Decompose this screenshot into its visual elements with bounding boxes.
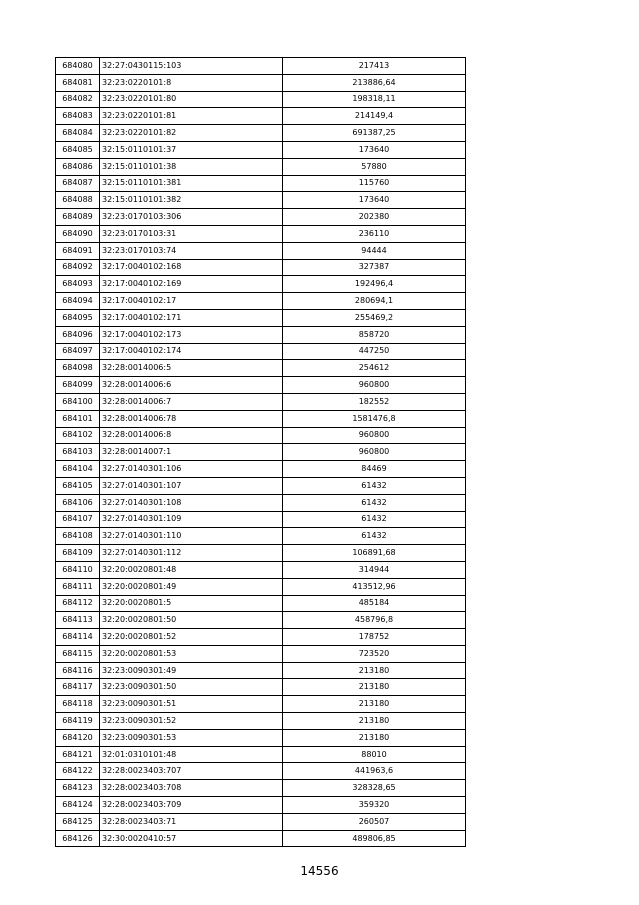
data-table xyxy=(55,57,466,847)
value-cell: 115760 xyxy=(283,175,466,192)
cadastral-number-cell: 32:23:0170103:74 xyxy=(100,242,283,259)
row-id-cell: 684105 xyxy=(56,477,100,494)
table-row xyxy=(56,679,466,696)
row-id-cell: 684100 xyxy=(56,393,100,410)
cadastral-number-cell: 32:28:0014006:6 xyxy=(100,377,283,394)
value-cell: 202380 xyxy=(283,209,466,226)
cadastral-number-cell: 32:17:0040102:17 xyxy=(100,293,283,310)
row-id-cell: 684104 xyxy=(56,461,100,478)
row-id-cell: 684118 xyxy=(56,696,100,713)
table-row xyxy=(56,477,466,494)
row-id-cell: 684109 xyxy=(56,545,100,562)
value-cell: 327387 xyxy=(283,259,466,276)
value-cell: 359320 xyxy=(283,797,466,814)
value-cell: 61432 xyxy=(283,477,466,494)
value-cell: 213180 xyxy=(283,729,466,746)
cadastral-number-cell: 32:28:0014006:78 xyxy=(100,410,283,427)
table-row xyxy=(56,242,466,259)
table-row xyxy=(56,377,466,394)
value-cell: 485184 xyxy=(283,595,466,612)
cadastral-number-cell: 32:28:0014006:5 xyxy=(100,360,283,377)
table-row xyxy=(56,830,466,847)
table-row xyxy=(56,74,466,91)
row-id-cell: 684124 xyxy=(56,797,100,814)
value-cell: 960800 xyxy=(283,444,466,461)
table-row xyxy=(56,343,466,360)
table-row xyxy=(56,209,466,226)
cadastral-number-cell: 32:20:0020801:48 xyxy=(100,561,283,578)
table-row xyxy=(56,427,466,444)
table-row xyxy=(56,410,466,427)
cadastral-number-cell: 32:27:0140301:108 xyxy=(100,494,283,511)
row-id-cell: 684090 xyxy=(56,225,100,242)
table-body xyxy=(56,58,466,847)
table-row xyxy=(56,158,466,175)
value-cell: 458796,8 xyxy=(283,612,466,629)
table-row xyxy=(56,629,466,646)
table-row xyxy=(56,91,466,108)
table-row xyxy=(56,175,466,192)
value-cell: 84469 xyxy=(283,461,466,478)
table-row xyxy=(56,813,466,830)
row-id-cell: 684095 xyxy=(56,309,100,326)
value-cell: 213180 xyxy=(283,679,466,696)
row-id-cell: 684110 xyxy=(56,561,100,578)
table-row xyxy=(56,494,466,511)
cadastral-number-cell: 32:15:0110101:381 xyxy=(100,175,283,192)
cadastral-number-cell: 32:28:0023403:71 xyxy=(100,813,283,830)
row-id-cell: 684082 xyxy=(56,91,100,108)
value-cell: 255469,2 xyxy=(283,309,466,326)
row-id-cell: 684119 xyxy=(56,713,100,730)
row-id-cell: 684089 xyxy=(56,209,100,226)
row-id-cell: 684120 xyxy=(56,729,100,746)
row-id-cell: 684084 xyxy=(56,125,100,142)
cadastral-number-cell: 32:23:0170103:31 xyxy=(100,225,283,242)
cadastral-number-cell: 32:27:0430115:103 xyxy=(100,58,283,75)
value-cell: 106891,68 xyxy=(283,545,466,562)
cadastral-number-cell: 32:28:0014006:8 xyxy=(100,427,283,444)
row-id-cell: 684081 xyxy=(56,74,100,91)
table-row xyxy=(56,259,466,276)
row-id-cell: 684102 xyxy=(56,427,100,444)
row-id-cell: 684096 xyxy=(56,326,100,343)
value-cell: 198318,11 xyxy=(283,91,466,108)
value-cell: 254612 xyxy=(283,360,466,377)
row-id-cell: 684083 xyxy=(56,108,100,125)
cadastral-number-cell: 32:23:0220101:8 xyxy=(100,74,283,91)
value-cell: 88010 xyxy=(283,746,466,763)
table-row xyxy=(56,780,466,797)
cadastral-number-cell: 32:23:0220101:80 xyxy=(100,91,283,108)
cadastral-number-cell: 32:23:0090301:49 xyxy=(100,662,283,679)
row-id-cell: 684087 xyxy=(56,175,100,192)
table-row xyxy=(56,360,466,377)
cadastral-number-cell: 32:23:0220101:81 xyxy=(100,108,283,125)
table-row xyxy=(56,511,466,528)
table-row xyxy=(56,662,466,679)
value-cell: 489806,85 xyxy=(283,830,466,847)
table-row xyxy=(56,729,466,746)
table-row xyxy=(56,645,466,662)
value-cell: 723520 xyxy=(283,645,466,662)
cadastral-number-cell: 32:15:0110101:382 xyxy=(100,192,283,209)
table-row xyxy=(56,276,466,293)
value-cell: 192496,4 xyxy=(283,276,466,293)
cadastral-number-cell: 32:17:0040102:168 xyxy=(100,259,283,276)
value-cell: 61432 xyxy=(283,511,466,528)
row-id-cell: 684113 xyxy=(56,612,100,629)
value-cell: 214149,4 xyxy=(283,108,466,125)
table-row xyxy=(56,578,466,595)
row-id-cell: 684080 xyxy=(56,58,100,75)
cadastral-number-cell: 32:23:0090301:52 xyxy=(100,713,283,730)
cadastral-number-cell: 32:30:0020410:57 xyxy=(100,830,283,847)
cadastral-number-cell: 32:15:0110101:37 xyxy=(100,141,283,158)
row-id-cell: 684107 xyxy=(56,511,100,528)
table-row xyxy=(56,225,466,242)
row-id-cell: 684114 xyxy=(56,629,100,646)
row-id-cell: 684094 xyxy=(56,293,100,310)
value-cell: 178752 xyxy=(283,629,466,646)
table-row xyxy=(56,746,466,763)
cadastral-number-cell: 32:28:0023403:709 xyxy=(100,797,283,814)
value-cell: 61432 xyxy=(283,528,466,545)
cadastral-number-cell: 32:27:0140301:110 xyxy=(100,528,283,545)
table-row xyxy=(56,393,466,410)
value-cell: 61432 xyxy=(283,494,466,511)
table-row xyxy=(56,141,466,158)
row-id-cell: 684098 xyxy=(56,360,100,377)
value-cell: 173640 xyxy=(283,141,466,158)
table-row xyxy=(56,612,466,629)
table-row xyxy=(56,461,466,478)
table-row xyxy=(56,528,466,545)
table-row xyxy=(56,326,466,343)
value-cell: 260507 xyxy=(283,813,466,830)
cadastral-number-cell: 32:28:0023403:707 xyxy=(100,763,283,780)
value-cell: 858720 xyxy=(283,326,466,343)
table-row xyxy=(56,561,466,578)
cadastral-number-cell: 32:28:0014007:1 xyxy=(100,444,283,461)
table-row xyxy=(56,309,466,326)
value-cell: 217413 xyxy=(283,58,466,75)
cadastral-number-cell: 32:27:0140301:107 xyxy=(100,477,283,494)
row-id-cell: 684117 xyxy=(56,679,100,696)
cadastral-number-cell: 32:17:0040102:174 xyxy=(100,343,283,360)
row-id-cell: 684125 xyxy=(56,813,100,830)
cadastral-number-cell: 32:20:0020801:49 xyxy=(100,578,283,595)
value-cell: 213180 xyxy=(283,662,466,679)
table-row xyxy=(56,595,466,612)
cadastral-number-cell: 32:17:0040102:173 xyxy=(100,326,283,343)
row-id-cell: 684123 xyxy=(56,780,100,797)
table-row xyxy=(56,444,466,461)
cadastral-number-cell: 32:27:0140301:106 xyxy=(100,461,283,478)
value-cell: 960800 xyxy=(283,377,466,394)
row-id-cell: 684108 xyxy=(56,528,100,545)
table-row xyxy=(56,192,466,209)
cadastral-number-cell: 32:17:0040102:169 xyxy=(100,276,283,293)
cadastral-number-cell: 32:20:0020801:52 xyxy=(100,629,283,646)
table-row xyxy=(56,293,466,310)
row-id-cell: 684115 xyxy=(56,645,100,662)
cadastral-number-cell: 32:28:0014006:7 xyxy=(100,393,283,410)
row-id-cell: 684099 xyxy=(56,377,100,394)
row-id-cell: 684092 xyxy=(56,259,100,276)
value-cell: 314944 xyxy=(283,561,466,578)
cadastral-number-cell: 32:23:0220101:82 xyxy=(100,125,283,142)
row-id-cell: 684091 xyxy=(56,242,100,259)
value-cell: 960800 xyxy=(283,427,466,444)
value-cell: 280694,1 xyxy=(283,293,466,310)
value-cell: 1581476,8 xyxy=(283,410,466,427)
cadastral-number-cell: 32:27:0140301:112 xyxy=(100,545,283,562)
table-row xyxy=(56,125,466,142)
cadastral-number-cell: 32:17:0040102:171 xyxy=(100,309,283,326)
cadastral-number-cell: 32:23:0090301:50 xyxy=(100,679,283,696)
value-cell: 691387,25 xyxy=(283,125,466,142)
cadastral-number-cell: 32:20:0020801:50 xyxy=(100,612,283,629)
value-cell: 413512,96 xyxy=(283,578,466,595)
table-row xyxy=(56,713,466,730)
value-cell: 57880 xyxy=(283,158,466,175)
value-cell: 173640 xyxy=(283,192,466,209)
row-id-cell: 684126 xyxy=(56,830,100,847)
row-id-cell: 684085 xyxy=(56,141,100,158)
value-cell: 441963,6 xyxy=(283,763,466,780)
page-number: 14556 xyxy=(300,864,339,878)
value-cell: 213180 xyxy=(283,713,466,730)
row-id-cell: 684121 xyxy=(56,746,100,763)
table-row xyxy=(56,696,466,713)
row-id-cell: 684112 xyxy=(56,595,100,612)
value-cell: 213180 xyxy=(283,696,466,713)
value-cell: 182552 xyxy=(283,393,466,410)
cadastral-number-cell: 32:23:0170103:306 xyxy=(100,209,283,226)
value-cell: 447250 xyxy=(283,343,466,360)
row-id-cell: 684111 xyxy=(56,578,100,595)
row-id-cell: 684093 xyxy=(56,276,100,293)
cadastral-number-cell: 32:20:0020801:53 xyxy=(100,645,283,662)
value-cell: 213886,64 xyxy=(283,74,466,91)
value-cell: 236110 xyxy=(283,225,466,242)
row-id-cell: 684097 xyxy=(56,343,100,360)
row-id-cell: 684088 xyxy=(56,192,100,209)
row-id-cell: 684106 xyxy=(56,494,100,511)
row-id-cell: 684103 xyxy=(56,444,100,461)
cadastral-number-cell: 32:20:0020801:5 xyxy=(100,595,283,612)
table-row xyxy=(56,108,466,125)
row-id-cell: 684122 xyxy=(56,763,100,780)
table-row xyxy=(56,797,466,814)
table-row xyxy=(56,58,466,75)
value-cell: 328328,65 xyxy=(283,780,466,797)
cadastral-number-cell: 32:23:0090301:51 xyxy=(100,696,283,713)
table-row xyxy=(56,545,466,562)
cadastral-number-cell: 32:27:0140301:109 xyxy=(100,511,283,528)
cadastral-number-cell: 32:28:0023403:708 xyxy=(100,780,283,797)
row-id-cell: 684101 xyxy=(56,410,100,427)
cadastral-number-cell: 32:15:0110101:38 xyxy=(100,158,283,175)
table-row xyxy=(56,763,466,780)
cadastral-number-cell: 32:23:0090301:53 xyxy=(100,729,283,746)
value-cell: 94444 xyxy=(283,242,466,259)
cadastral-number-cell: 32:01:0310101:48 xyxy=(100,746,283,763)
row-id-cell: 684116 xyxy=(56,662,100,679)
row-id-cell: 684086 xyxy=(56,158,100,175)
